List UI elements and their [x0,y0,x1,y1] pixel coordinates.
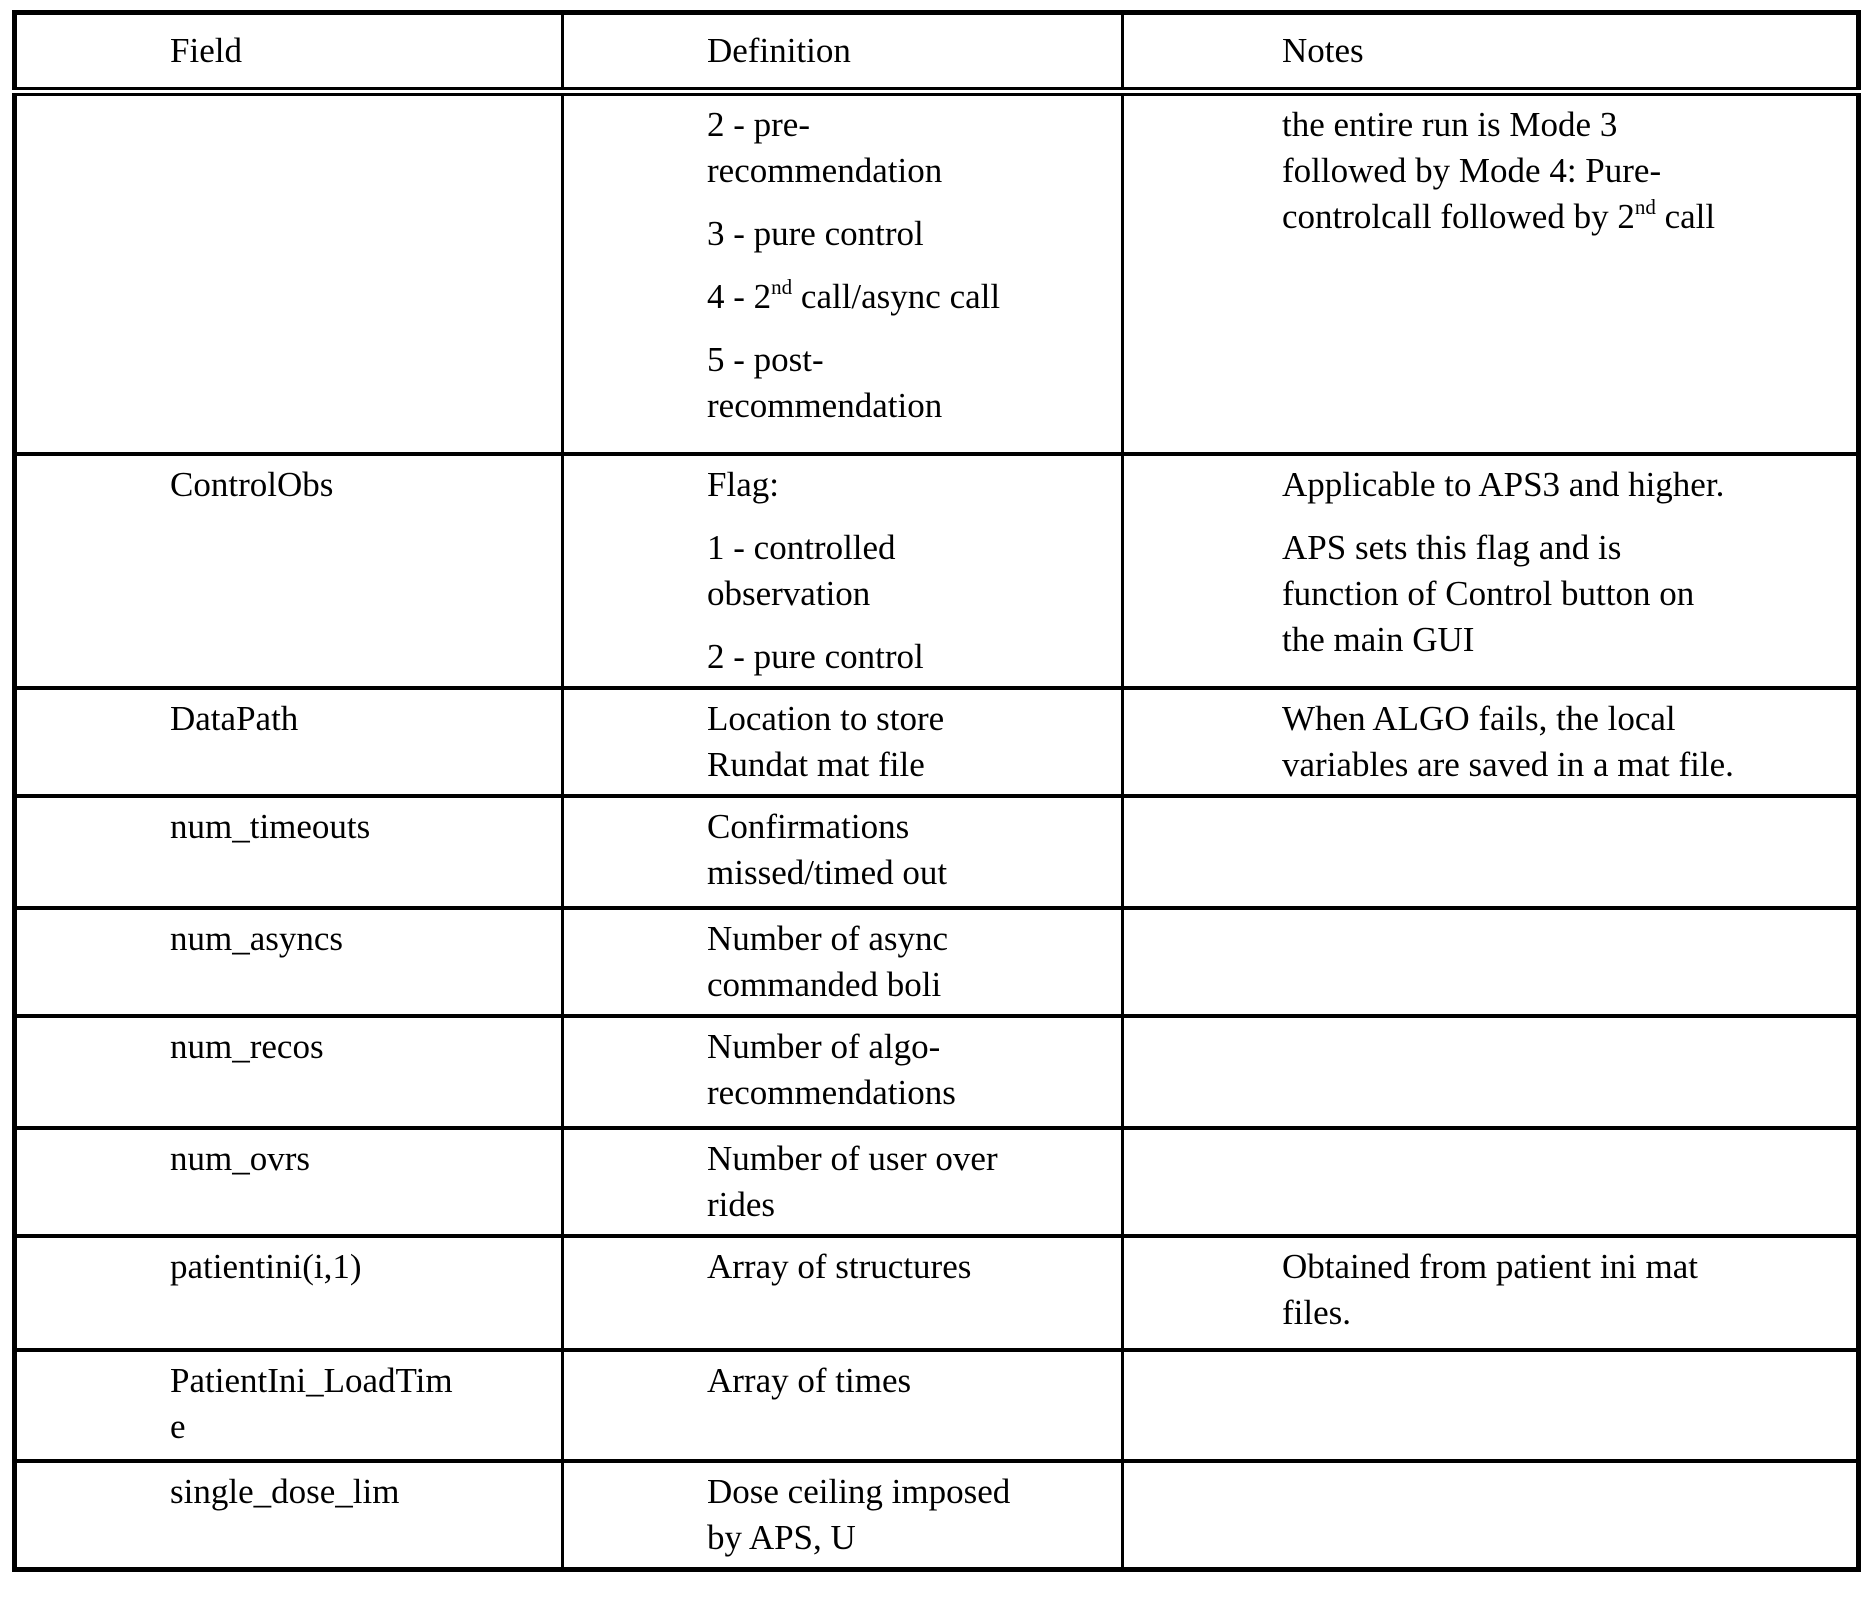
definition-cell [563,796,1123,908]
column-header-label: Notes [1282,31,1364,70]
column-header-definition [563,13,1123,92]
field-definition-table [12,10,1861,1572]
field-cell [15,454,563,688]
paragraph: APS sets this flag and is function of Control button on the main GUI [1282,527,1695,659]
paragraph: num_ovrs [170,1138,310,1178]
paragraph: 4 - 2nd call/async call [707,275,1001,316]
paragraph: Dose ceiling imposed by APS, U [707,1471,1011,1557]
paragraph: Location to store Rundat mat file [707,698,945,784]
definition-cell [563,688,1123,796]
notes-cell [1123,1236,1859,1350]
superscript: nd [771,275,793,299]
paragraph: Number of user over rides [707,1138,998,1224]
paragraph: Array of times [707,1360,912,1400]
paragraph: Applicable to APS3 and higher. [1282,464,1725,504]
paragraph: Obtained from patient ini mat files. [1282,1246,1699,1332]
definition-cell [563,1461,1123,1570]
paragraph: 2 - pure control [707,636,924,676]
field-cell [15,1350,563,1461]
definition-cell [563,1128,1123,1236]
definition-cell [563,1350,1123,1461]
table-row [15,908,1859,1016]
notes-cell [1123,1016,1859,1128]
field-cell [15,1016,563,1128]
field-cell [15,92,563,454]
definition-cell [563,908,1123,1016]
table-row [15,454,1859,688]
field-cell [15,796,563,908]
notes-cell [1123,92,1859,454]
paragraph: Flag: [707,464,779,504]
table-header-row [15,13,1859,92]
paragraph: num_recos [170,1026,324,1066]
superscript: nd [1634,195,1656,219]
column-header-field [15,13,563,92]
notes-cell [1123,1128,1859,1236]
paragraph: When ALGO fails, the local variables are saved in a mat file. [1282,698,1734,784]
column-header-label: Definition [707,31,851,70]
table-row [15,688,1859,796]
notes-cell [1123,688,1859,796]
field-cell [15,908,563,1016]
paragraph: num_asyncs [170,918,344,958]
field-cell [15,1461,563,1570]
notes-cell [1123,1350,1859,1461]
definition-cell [563,1236,1123,1350]
notes-cell [1123,908,1859,1016]
definition-cell [563,92,1123,454]
paragraph: ControlObs [170,464,334,504]
notes-cell [1123,796,1859,908]
table-row [15,1350,1859,1461]
notes-cell [1123,1461,1859,1570]
paragraph: num_timeouts [170,806,371,846]
table-row [15,796,1859,908]
field-cell [15,1128,563,1236]
paragraph: Number of async commanded boli [707,918,949,1004]
table-row [15,92,1859,454]
paragraph: Confirmations missed/timed out [707,806,948,892]
notes-cell [1123,454,1859,688]
table-row [15,1016,1859,1128]
paragraph: 2 - pre- recommendation [707,105,943,190]
field-cell [15,688,563,796]
column-header-notes [1123,13,1859,92]
paragraph: Array of structures [707,1246,972,1286]
definition-cell [563,454,1123,688]
paragraph: 3 - pure control [707,214,924,253]
paragraph: the entire run is Mode 3 followed by Mode 4: Pure- controlcall followed by 2nd call [1282,105,1716,236]
table-row [15,1128,1859,1236]
paragraph: Number of algo- recommendations [707,1026,956,1112]
paragraph: DataPath [170,698,299,738]
column-header-label: Field [170,31,242,70]
table-row [15,1236,1859,1350]
paragraph: PatientIni_LoadTim e [170,1360,453,1446]
paragraph: single_dose_lim [170,1471,400,1511]
paragraph: 1 - controlled observation [707,527,896,613]
field-cell [15,1236,563,1350]
paragraph: patientini(i,1) [170,1246,362,1286]
paragraph: 5 - post- recommendation [707,340,943,425]
definition-cell [563,1016,1123,1128]
table-row [15,1461,1859,1570]
